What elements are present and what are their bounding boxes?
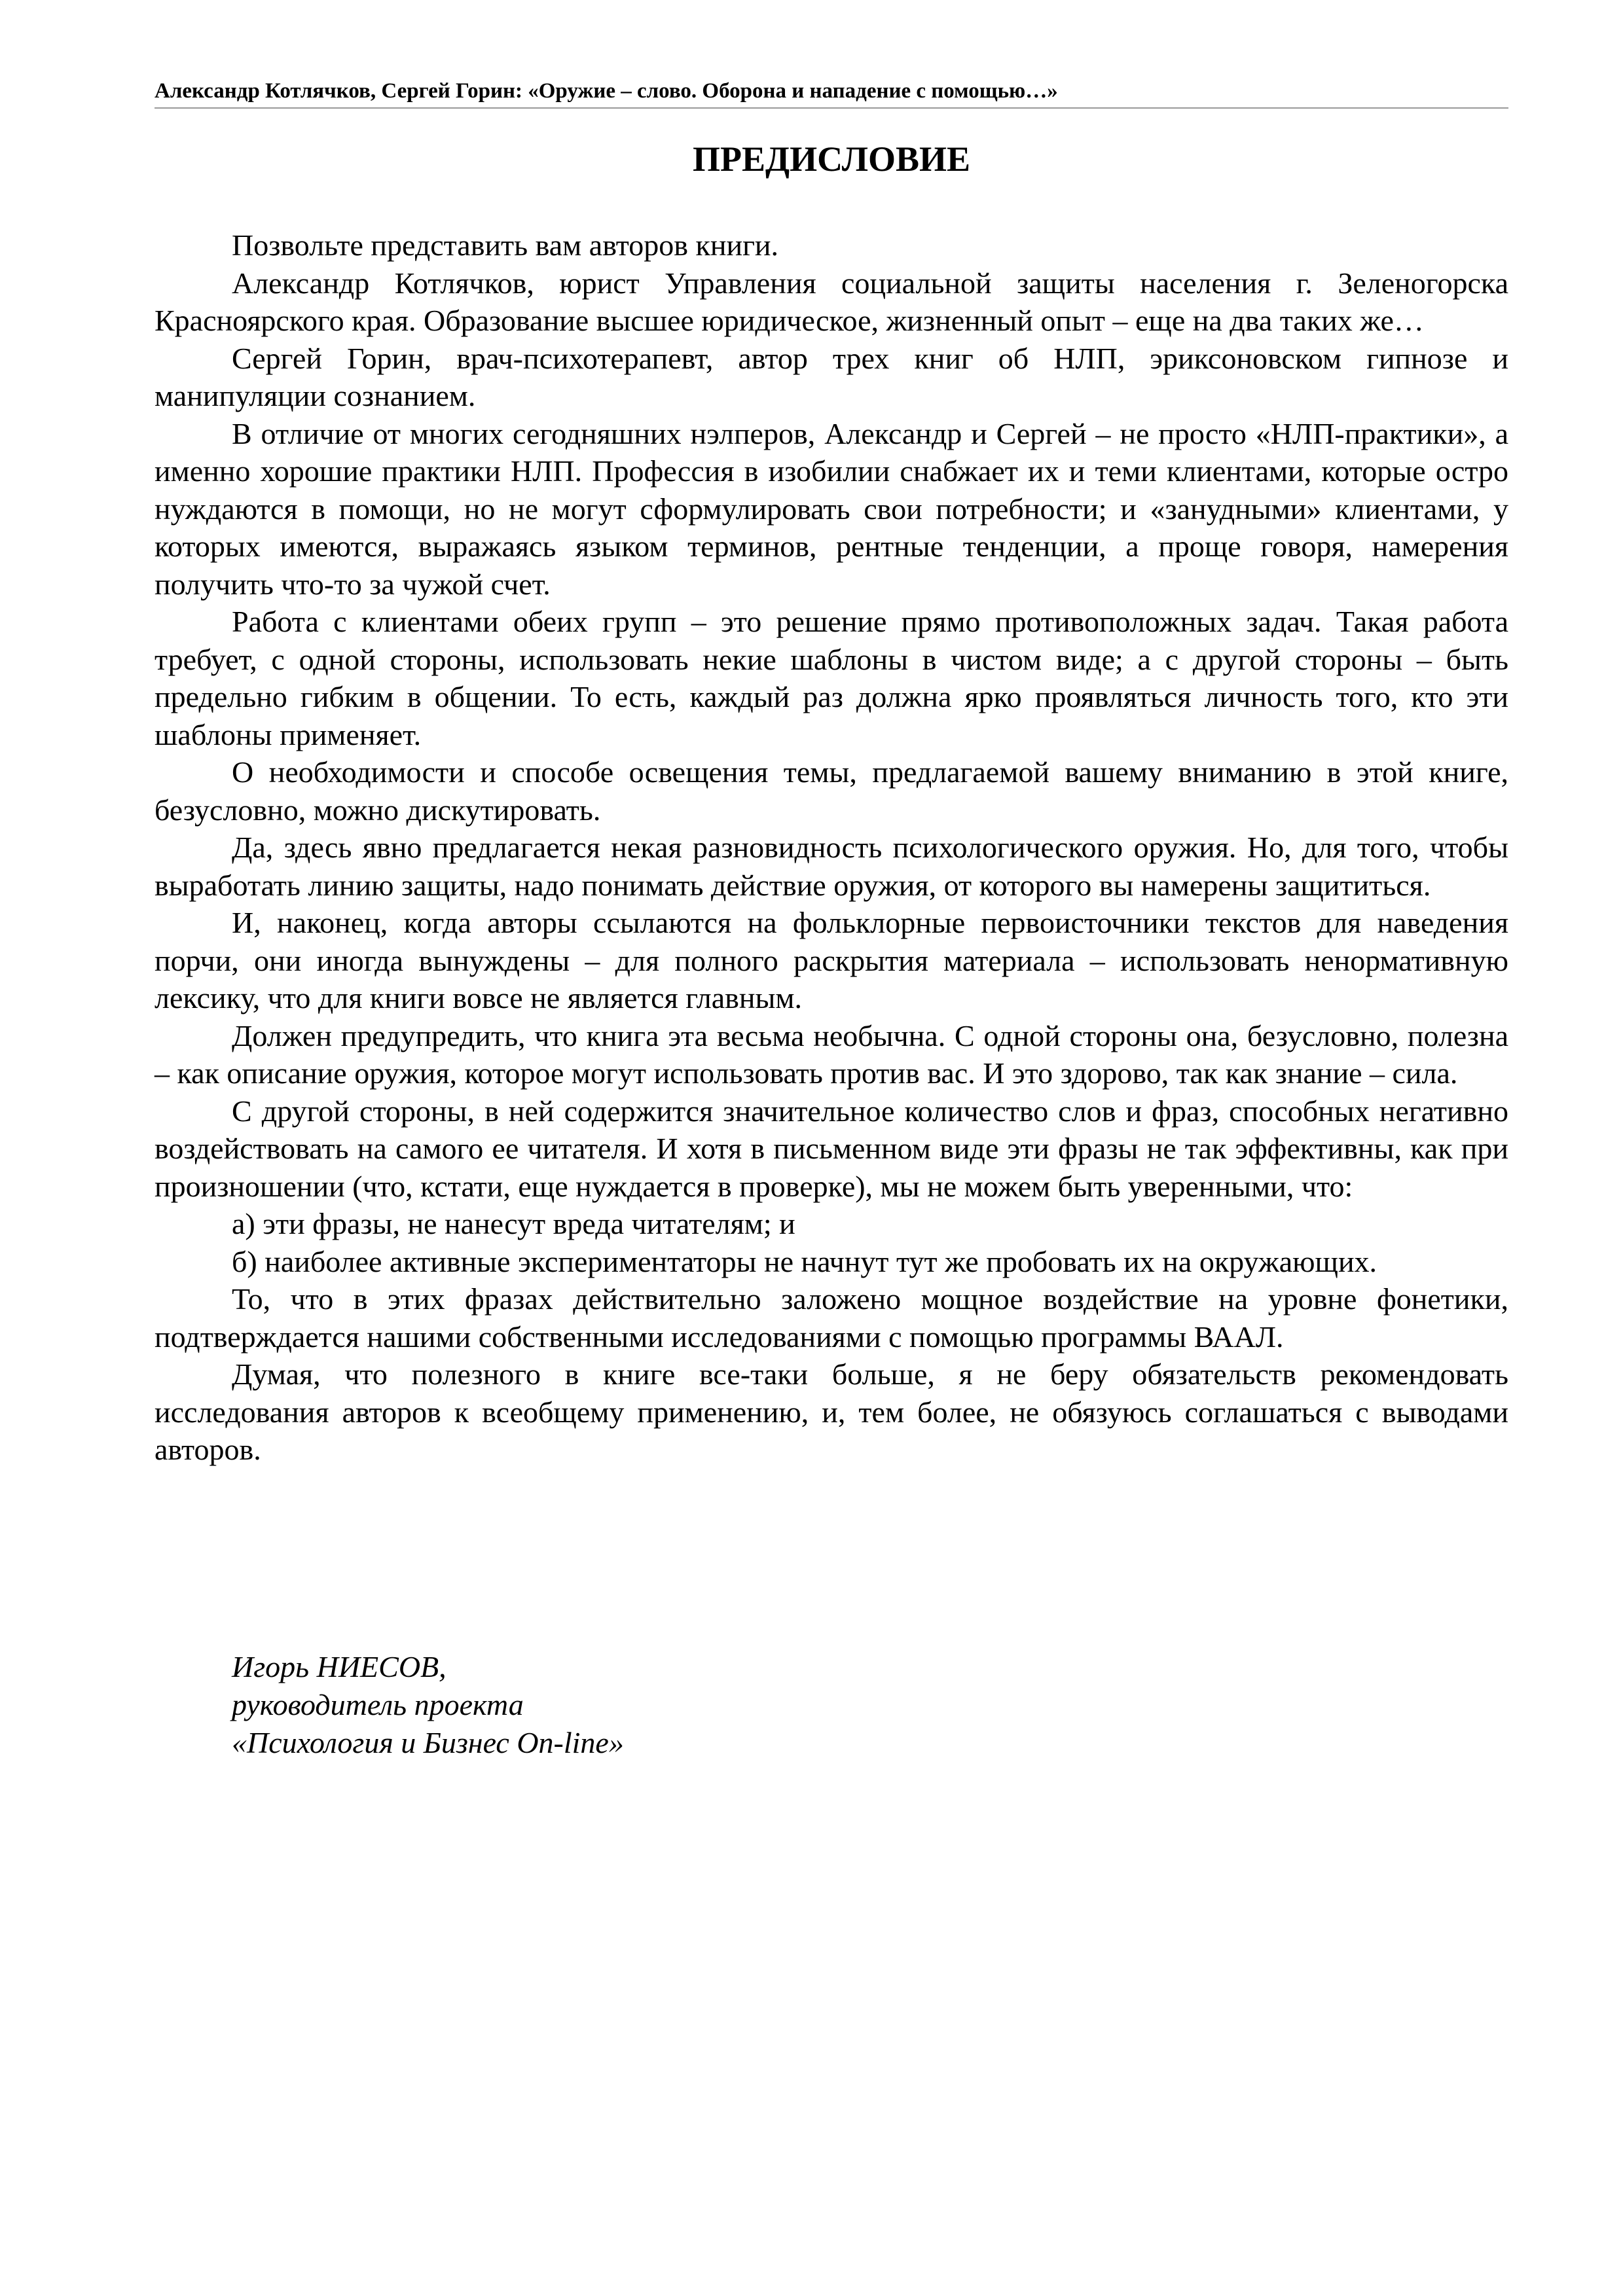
paragraph-3: Сергей Горин, врач-психотерапевт, автор трех книг об НЛП, эриксоновском гипнозе и манипуляции сознанием. — [155, 341, 1508, 412]
paragraph-11: а) эти фразы, не нанесут вреда читателям; и — [232, 1207, 795, 1240]
signature-name: Игорь НИЕСОВ, — [232, 1650, 447, 1683]
paragraph-6: О необходимости и способе освещения темы, предлагаемой вашему вниманию в этой книге, безусловно, можно дискутировать. — [155, 755, 1508, 827]
paragraph-12: б) наиболее активные экспериментаторы не начнут тут же пробовать их на окружающих. — [232, 1244, 1377, 1278]
signature-role: руководитель проекта — [232, 1688, 524, 1721]
paragraph-8: И, наконец, когда авторы ссылаются на фольклорные первоисточники текстов для наведения порчи, они иногда вынуждены – для полного раскрытия материала – использовать ненормативную лексику, что для книги вовсе не является главным. — [155, 906, 1508, 1014]
paragraph-9: Должен предупредить, что книга эта весьма необычна. С одной стороны она, безусловно, полезна – как описание оружия, которое могут использовать против вас. И это здорово, так как знание – сила. — [155, 1018, 1508, 1090]
paragraph-2: Александр Котлячков, юрист Управления социальной защиты населения г. Зеленогорска Красноярского края. Образование высшее юридическое, жизненный опыт – еще на два таких же… — [155, 266, 1508, 337]
paragraph-5: Работа с клиентами обеих групп – это решение прямо противоположных задач. Такая работа требует, с одной стороны, использовать некие шаблоны в чистом виде; а с другой стороны – быть предельно гибким в общении. То есть, каждый раз должна ярко проявляться личность того, кто эти шаблоны применяет. — [155, 605, 1508, 751]
paragraph-10: С другой стороны, в ней содержится значительное количество слов и фраз, способных негативно воздействовать на самого ее читателя. И хотя в письменном виде эти фразы не так эффективны, как при произношении (что, кстати, еще нуждается в проверке), мы не можем быть уверенными, что: — [155, 1094, 1508, 1203]
page-title: ПРЕДИСЛОВИЕ — [692, 139, 971, 179]
paragraph-14: Думая, что полезного в книге все-таки больше, я не беру обязательств рекомендовать исследования авторов к всеобщему применению, и, тем более, не обязуюсь соглашаться с выводами авторов. — [155, 1357, 1508, 1466]
paragraph-13: То, что в этих фразах действительно заложено мощное воздействие на уровне фонетики, подтверждается нашими собственными исследованиями с помощью программы ВААЛ. — [155, 1282, 1508, 1354]
running-header: Александр Котлячков, Сергей Горин: «Оружие – слово. Оборона и нападение с помощью…» — [155, 77, 1508, 109]
signature-block — [232, 1648, 624, 1762]
paragraph-7: Да, здесь явно предлагается некая разновидность психологического оружия. Но, для того, чтобы выработать линию защиты, надо понимать действие оружия, от которого вы намерены защититься. — [155, 831, 1508, 902]
paragraph-4: В отличие от многих сегодняшних нэлперов, Александр и Сергей – не просто «НЛП-практики», а именно хорошие практики НЛП. Профессия в изобилии снабжает их и теми клиентами, которые остро нуждаются в помощи, но не могут сформулировать свои потребности; и «занудными» клиентами, у которых имеются, выражаясь языком терминов, рентные тенденции, а проще говоря, намерения получить что-то за чужой счет. — [155, 416, 1508, 601]
preface-body — [155, 226, 1508, 1469]
paragraph-1: Позвольте представить вам авторов книги. — [232, 228, 779, 262]
signature-project: «Психология и Бизнес On-line» — [232, 1726, 624, 1759]
